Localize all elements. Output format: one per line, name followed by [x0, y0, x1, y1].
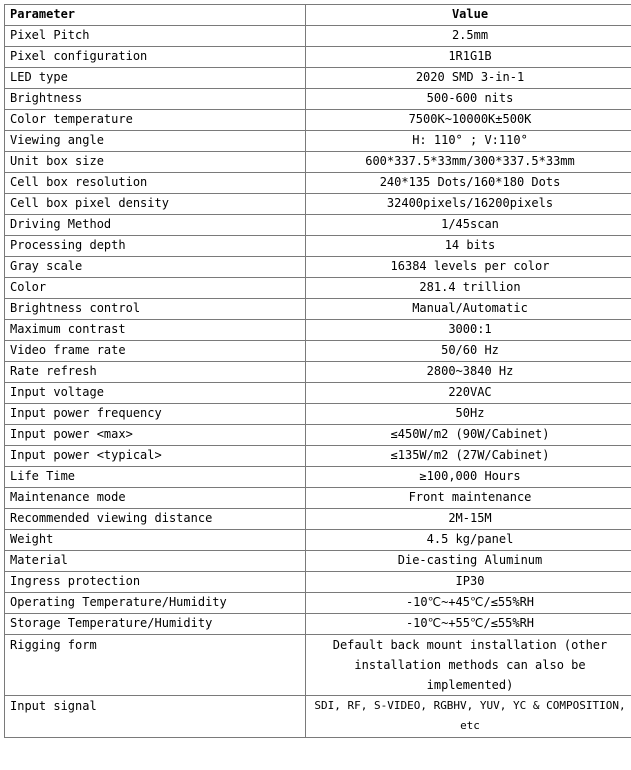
value-cell: 2020 SMD 3-in-1	[306, 68, 631, 89]
value-cell: 600*337.5*33mm/300*337.5*33mm	[306, 152, 631, 173]
table-row	[5, 446, 631, 467]
value-cell: 1R1G1B	[306, 47, 631, 68]
table-row	[5, 635, 631, 696]
value-cell: 32400pixels/16200pixels	[306, 194, 631, 215]
table-row	[5, 215, 631, 236]
value-cell: H: 110° ; V:110°	[306, 131, 631, 152]
value-cell: 16384 levels per color	[306, 257, 631, 278]
parameter-cell: Life Time	[5, 467, 306, 488]
table-row	[5, 467, 631, 488]
parameter-cell: Processing depth	[5, 236, 306, 257]
table-row	[5, 530, 631, 551]
spec-body	[5, 26, 631, 738]
parameter-cell: Input voltage	[5, 383, 306, 404]
parameter-header: Parameter	[5, 5, 306, 26]
table-row	[5, 299, 631, 320]
parameter-cell: Weight	[5, 530, 306, 551]
value-cell: 2.5mm	[306, 26, 631, 47]
table-row	[5, 320, 631, 341]
parameter-cell: Input power <typical>	[5, 446, 306, 467]
table-row	[5, 110, 631, 131]
table-row	[5, 278, 631, 299]
table-row	[5, 551, 631, 572]
table-row	[5, 593, 631, 614]
parameter-cell: Pixel Pitch	[5, 26, 306, 47]
table-row	[5, 425, 631, 446]
table-row	[5, 257, 631, 278]
table-row	[5, 47, 631, 68]
value-cell: 14 bits	[306, 236, 631, 257]
table-row	[5, 696, 631, 738]
value-cell: 240*135 Dots/160*180 Dots	[306, 173, 631, 194]
value-cell: ≤135W/m2 (27W/Cabinet)	[306, 446, 631, 467]
value-cell: IP30	[306, 572, 631, 593]
value-cell: 50/60 Hz	[306, 341, 631, 362]
parameter-cell: Input power frequency	[5, 404, 306, 425]
value-cell: ≥100,000 Hours	[306, 467, 631, 488]
value-cell: 2M-15M	[306, 509, 631, 530]
table-row	[5, 362, 631, 383]
value-cell: 2800~3840 Hz	[306, 362, 631, 383]
parameter-cell: Unit box size	[5, 152, 306, 173]
parameter-cell: Input signal	[5, 696, 306, 738]
table-row	[5, 509, 631, 530]
spec-table	[4, 4, 631, 738]
parameter-cell: Maintenance mode	[5, 488, 306, 509]
parameter-cell: Maximum contrast	[5, 320, 306, 341]
value-cell: Die-casting Aluminum	[306, 551, 631, 572]
value-cell: 3000:1	[306, 320, 631, 341]
value-header: Value	[306, 5, 631, 26]
value-cell: 50Hz	[306, 404, 631, 425]
table-row	[5, 194, 631, 215]
parameter-cell: Rate refresh	[5, 362, 306, 383]
value-cell: 7500K~10000K±500K	[306, 110, 631, 131]
table-row	[5, 131, 631, 152]
parameter-cell: Gray scale	[5, 257, 306, 278]
parameter-cell: Video frame rate	[5, 341, 306, 362]
parameter-cell: Input power <max>	[5, 425, 306, 446]
parameter-cell: LED type	[5, 68, 306, 89]
parameter-cell: Color temperature	[5, 110, 306, 131]
value-cell: SDI, RF, S-VIDEO, RGBHV, YUV, YC & COMPOSITION, etc	[306, 696, 631, 738]
value-cell: -10℃~+55℃/≤55%RH	[306, 614, 631, 635]
value-cell: 281.4 trillion	[306, 278, 631, 299]
table-row	[5, 89, 631, 110]
table-row	[5, 404, 631, 425]
table-row	[5, 236, 631, 257]
value-cell: Front maintenance	[306, 488, 631, 509]
parameter-cell: Operating Temperature/Humidity	[5, 593, 306, 614]
value-cell: -10℃~+45℃/≤55%RH	[306, 593, 631, 614]
parameter-cell: Recommended viewing distance	[5, 509, 306, 530]
parameter-cell: Material	[5, 551, 306, 572]
table-row	[5, 173, 631, 194]
parameter-cell: Ingress protection	[5, 572, 306, 593]
table-row	[5, 488, 631, 509]
parameter-cell: Brightness control	[5, 299, 306, 320]
table-row	[5, 152, 631, 173]
parameter-cell: Rigging form	[5, 635, 306, 696]
value-cell: 4.5 kg/panel	[306, 530, 631, 551]
parameter-cell: Pixel configuration	[5, 47, 306, 68]
value-cell: 1/45scan	[306, 215, 631, 236]
value-cell: Default back mount installation (other installation methods can also be implemented)	[306, 635, 631, 696]
parameter-cell: Brightness	[5, 89, 306, 110]
parameter-cell: Color	[5, 278, 306, 299]
parameter-cell: Driving Method	[5, 215, 306, 236]
header-row	[5, 5, 631, 26]
table-row	[5, 572, 631, 593]
table-row	[5, 383, 631, 404]
table-row	[5, 341, 631, 362]
parameter-cell: Viewing angle	[5, 131, 306, 152]
table-row	[5, 614, 631, 635]
value-cell: 220VAC	[306, 383, 631, 404]
parameter-cell: Storage Temperature/Humidity	[5, 614, 306, 635]
parameter-cell: Cell box pixel density	[5, 194, 306, 215]
value-cell: ≤450W/m2 (90W/Cabinet)	[306, 425, 631, 446]
value-cell: Manual/Automatic	[306, 299, 631, 320]
value-cell: 500-600 nits	[306, 89, 631, 110]
parameter-cell: Cell box resolution	[5, 173, 306, 194]
table-row	[5, 68, 631, 89]
table-row	[5, 26, 631, 47]
